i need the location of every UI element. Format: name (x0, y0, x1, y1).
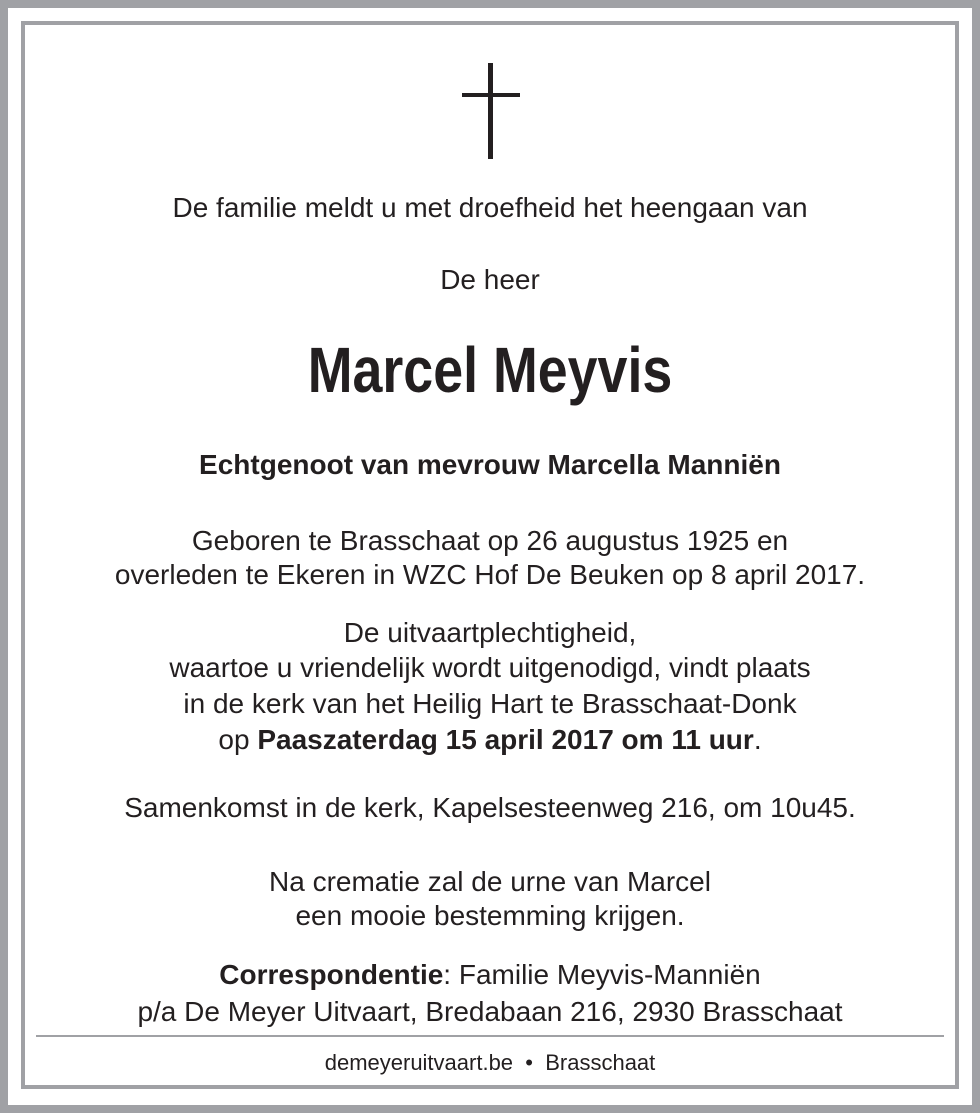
cross-icon (462, 63, 520, 159)
ceremony-line: waartoe u vriendelijk wordt uitgenodigd, vindt plaats (169, 652, 811, 683)
cremation-line: een mooie bestemming krijgen. (295, 900, 685, 931)
ceremony-date: Paaszaterdag 15 april 2017 om 11 uur (257, 724, 754, 755)
death-line: overleden te Ekeren in WZC Hof De Beuken op 8 april 2017. (114, 559, 866, 590)
bullet-separator: • (525, 1050, 533, 1075)
ceremony-date-line (0, 723, 980, 757)
date-prefix: op (218, 724, 258, 755)
salutation: De heer (440, 264, 540, 295)
cremation-line: Na crematie zal de urne van Marcel (269, 866, 711, 897)
correspondence-line (0, 958, 980, 992)
footer (0, 1049, 980, 1077)
deceased-name: Marcel Meyvis (307, 334, 673, 406)
spouse-line: Echtgenoot van mevrouw Marcella Manniën (199, 449, 781, 480)
correspondence-address: p/a De Meyer Uitvaart, Bredabaan 216, 2930 Brasschaat (137, 996, 843, 1027)
gathering-line: Samenkomst in de kerk, Kapelsesteenweg 216, om 10u45. (124, 792, 856, 823)
date-suffix: . (753, 724, 762, 755)
divider (36, 1035, 944, 1037)
birth-line: Geboren te Brasschaat op 26 augustus 1925 en (191, 525, 789, 556)
ceremony-line: De uitvaartplechtigheid, (343, 617, 637, 648)
footer-town: Brasschaat (545, 1050, 656, 1075)
correspondence-value: : Familie Meyvis-Manniën (443, 959, 761, 990)
footer-website: demeyeruitvaart.be (324, 1050, 514, 1075)
correspondence-label: Correspondentie (219, 959, 444, 990)
ceremony-line: in de kerk van het Heilig Hart te Brasschaat-Donk (183, 688, 797, 719)
intro-text: De familie meldt u met droefheid het heengaan van (172, 192, 808, 223)
